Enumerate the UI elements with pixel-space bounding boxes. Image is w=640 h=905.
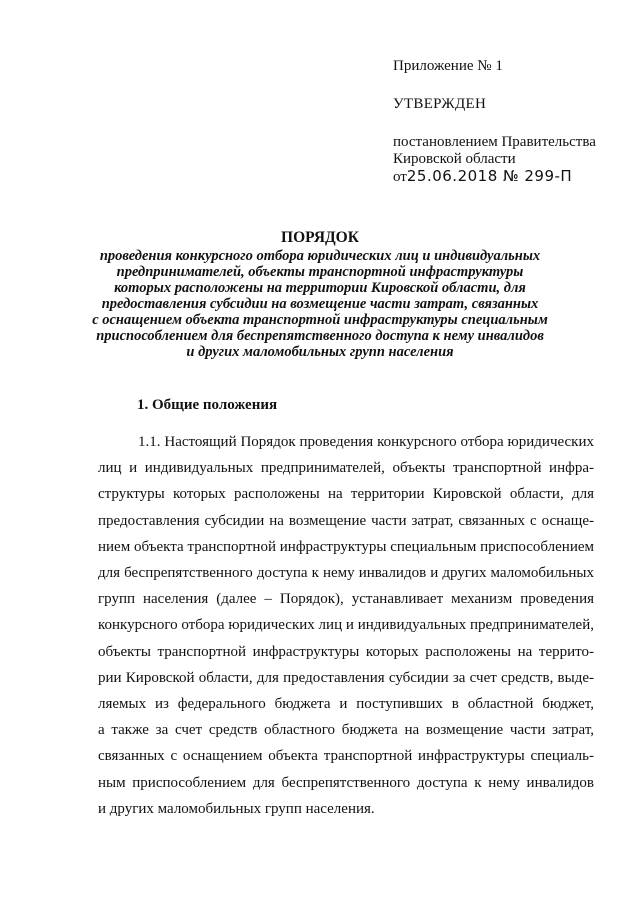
title-heading: ПОРЯДОК [281,229,359,246]
paragraph-line: 1.1. Настоящий Порядок проведения конкурсного отбора юридических [138,434,594,450]
subtitle-line: с оснащением объекта транспортной инфраструктуры специальным [92,312,548,328]
paragraph-line: и других маломобильных групп населения. [98,800,375,817]
paragraph-line: групп населения (далее – Порядок), устанавливает механизм проведения [98,591,594,608]
subtitle-line: которых расположены на территории Кировской области, для [114,280,526,296]
paragraph-line: рии Кировской области, для предоставления субсидии за счет средств, выде- [98,669,594,686]
subtitle-line: приспособлением для беспрепятственного доступа к нему инвалидов [96,328,544,344]
subtitle-line: предоставления субсидии на возмещение части затрат, связанных [101,296,539,312]
annex-number: Приложение № 1 [393,58,503,74]
decree-reference [393,134,623,186]
subtitle-line: проведения конкурсного отбора юридических лиц и индивидуальных [99,248,541,264]
paragraph-line: конкурсного отбора юридических лиц и индивидуальных предпринимателей, [98,617,594,634]
paragraph-line: а также за счет средств областного бюджета на возмещение части затрат, [98,722,594,739]
paragraph-line: предоставления субсидии на возмещение части затрат, связанных с оснаще- [98,512,594,529]
decree-line-1: постановлением Правительства [393,134,596,150]
subtitle-line: предпринимателей, объекты транспортной инфраструктуры [116,264,524,280]
paragraph-line: ным приспособлением для беспрепятственного доступа к нему инвалидов [98,774,594,791]
decree-line-2: Кировской области [393,151,516,167]
approval-block [393,58,623,186]
paragraph-line: лиц и индивидуальных предпринимателей, объекты транспортной инфра- [98,460,594,477]
body-paragraph [98,429,594,822]
title-subtitle [40,248,600,360]
section-title: 1. Общие положения [137,397,278,413]
decree-date-prefix: от [393,169,407,185]
subtitle-line: и других маломобильных групп населения [186,344,454,360]
paragraph-line: структуры которых расположены на территории Кировской области, для [98,486,594,503]
paragraph-line: нием объекта транспортной инфраструктуры специальным приспособлением [98,538,594,555]
decree-date-handwritten: 25.06.2018 № 299-П [406,167,573,185]
document-title [40,230,600,360]
paragraph-line: объекты транспортной инфраструктуры которых расположены на террито- [98,643,594,660]
approval-stamp: УТВЕРЖДЕН [393,96,487,112]
paragraph-line: ляемых из федерального бюджета и поступивших в областной бюджет, [98,696,594,713]
paragraph-line: связанных с оснащением объекта транспортной инфраструктуры специаль- [98,748,594,765]
paragraph-line: для беспрепятственного доступа к нему инвалидов и других маломобильных [98,565,594,582]
